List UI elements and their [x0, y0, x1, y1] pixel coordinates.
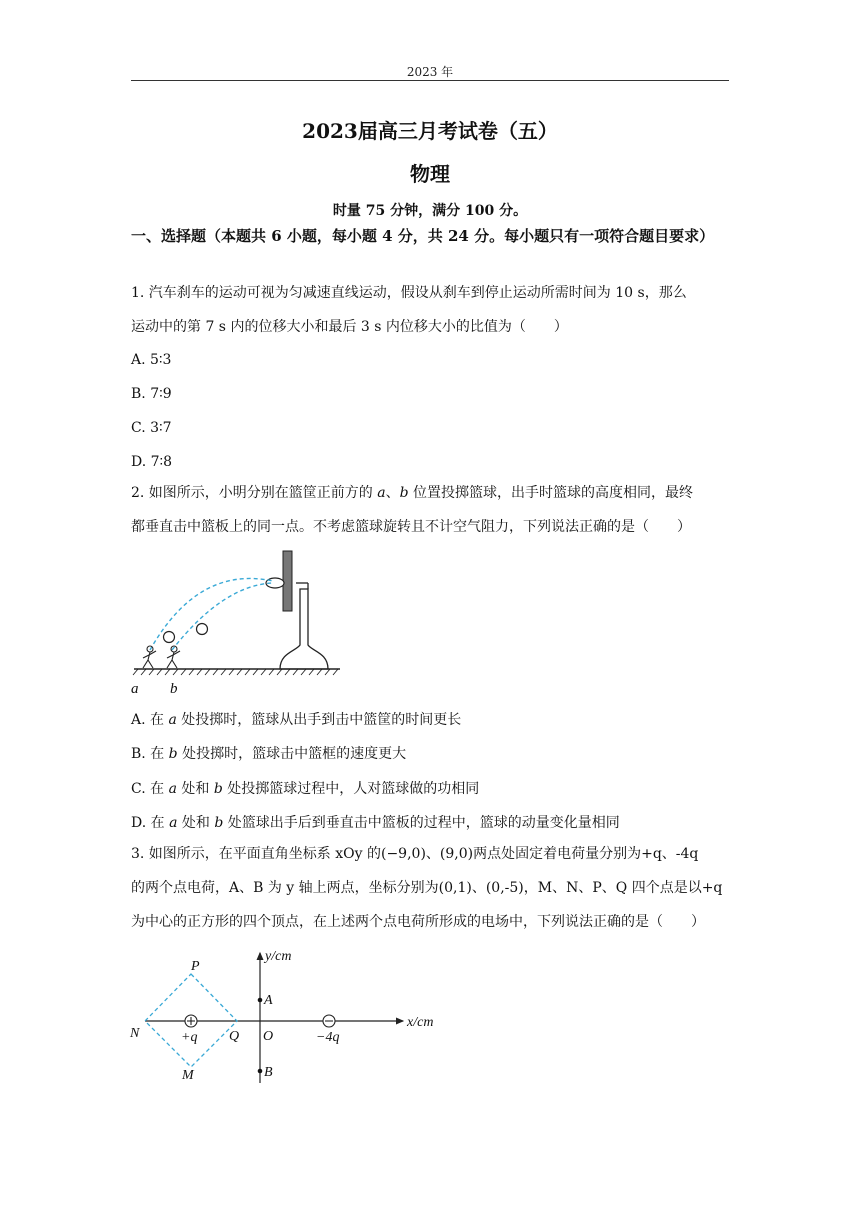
q3-line2: 的两个点电荷，A、B 为 y 轴上两点，坐标分别为(0,1)、(0,-5)，M、N、P、Q 四个点是以+q	[131, 880, 723, 896]
q3-line3: 为中心的正方形的四个顶点，在上述两个点电荷所形成的电场中，下列说法正确的是（ ）	[131, 914, 705, 930]
basketball-figure	[128, 545, 348, 700]
point-b	[258, 1069, 263, 1074]
q1-option-a: A. 5∶3	[131, 352, 172, 368]
label-n: N	[130, 1026, 140, 1041]
label-a-point: A	[264, 993, 273, 1008]
q2-line1: 2. 如图所示，小明分别在篮筐正前方的 a、b 位置投掷篮球，出手时篮球的高度相同，最终	[131, 485, 694, 501]
ground-hatch	[133, 669, 338, 675]
label-b-point: B	[264, 1065, 273, 1080]
var-b: b	[399, 485, 409, 501]
label-neg-charge: −4q	[316, 1030, 340, 1045]
label-q: Q	[229, 1029, 240, 1044]
q1-option-c: C. 3∶7	[131, 420, 172, 436]
ball-b	[197, 624, 208, 635]
q2-option-d: D. 在 a 处和 b 处篮球出手后到垂直击中篮板的过程中，篮球的动量变化量相同	[131, 815, 620, 831]
positive-charge	[185, 1015, 197, 1027]
q1-option-b: B. 7∶9	[131, 386, 172, 402]
label-a: a	[131, 681, 139, 697]
q2-option-b: B. 在 b 处投掷时，篮球击中篮框的速度更大	[131, 746, 407, 762]
coordinate-figure	[125, 945, 455, 1085]
point-a	[258, 998, 263, 1003]
label-p: P	[191, 959, 200, 974]
q2-option-c: C. 在 a 处和 b 处投掷篮球过程中，人对篮球做的功相同	[131, 781, 480, 797]
exam-title: 2023届高三月考试卷（五）	[302, 119, 558, 143]
q2-line2: 都垂直击中篮板上的同一点。不考虑篮球旋转且不计空气阻力，下列说法正确的是（ ）	[131, 519, 691, 535]
ball-a	[164, 632, 175, 643]
player-b	[167, 646, 180, 668]
backboard	[283, 551, 292, 611]
q3-line1: 3. 如图所示，在平面直角坐标系 xOy 的(−9,0)、(9,0)两点处固定着电荷量分别为+q、-4q	[131, 846, 699, 862]
time-info: 时量 75 分钟，满分 100 分。	[332, 203, 528, 219]
negative-charge	[323, 1015, 335, 1027]
header-rule	[131, 80, 729, 81]
page-header-year: 2023 年	[406, 65, 454, 79]
var-a: a	[377, 485, 386, 501]
label-pos-charge: +q	[181, 1030, 198, 1045]
label-o: O	[263, 1029, 274, 1044]
q2-option-a: A. 在 a 处投掷时，篮球从出手到击中篮筐的时间更长	[131, 712, 462, 728]
q1-line2: 运动中的第 7 s 内的位移大小和最后 3 s 内位移大小的比值为（ ）	[131, 319, 568, 335]
trajectory-b	[172, 583, 273, 650]
y-axis-label: y/cm	[265, 949, 292, 964]
label-m: M	[182, 1068, 194, 1083]
player-a	[143, 646, 156, 668]
label-b: b	[170, 681, 178, 697]
section-heading: 一、选择题（本题共 6 小题，每小题 4 分，共 24 分。每小题只有一项符合题目要求）	[131, 227, 715, 245]
q1-option-d: D. 7∶8	[131, 454, 173, 470]
q1-line1: 1. 汽车刹车的运动可视为匀减速直线运动，假设从刹车到停止运动所需时间为 10 s，那么	[131, 285, 687, 301]
subject-title: 物理	[410, 162, 450, 186]
x-axis-label: x/cm	[407, 1015, 434, 1030]
